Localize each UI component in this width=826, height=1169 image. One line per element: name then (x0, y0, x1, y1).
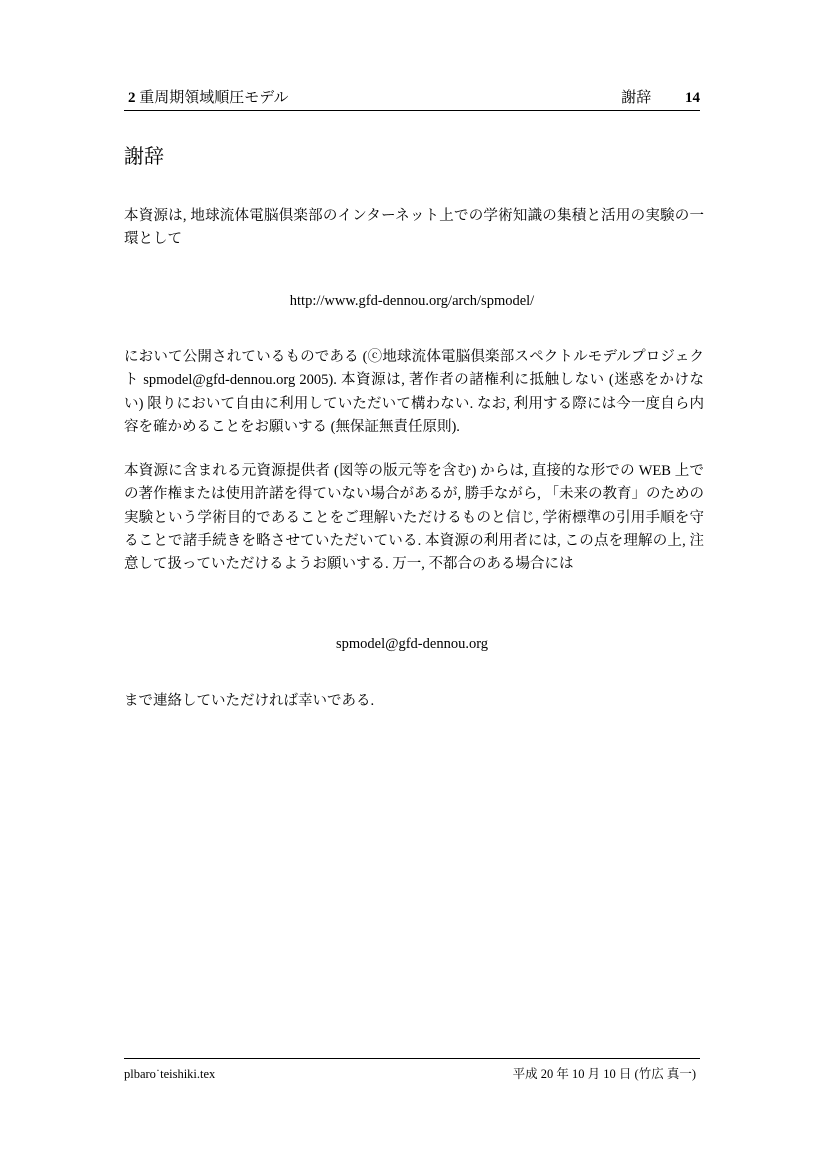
body-paragraph-4: まで連絡していただければ幸いである. (124, 693, 375, 709)
body-paragraph-2: において公開されているものである (ⓒ地球流体電脳倶楽部スペクトルモデルプロジェクト spmodel@gfd-dennou.org 2005). 本資源は, 著作者の諸権利に抵触しない (迷惑をかけない) 限りにおいて自由に利用していただいて構わない. なお, 利用する際には今一度自ら内容を確かめることをお願いする (無保証無責任原則). (124, 349, 704, 435)
page-footer (124, 1058, 700, 1085)
body-paragraph-3: 本資源に含まれる元資源提供者 (図等の版元等を含む) からは, 直接的な形での WEB 上での著作権または使用許諾を得ていない場合があるが, 勝手ながら, 「未来の教育」のための実験という学術目的であることをご理解いただけるものと信じ, 学術標準の引用手順を守ることで諸手続きを略させていただいている. 本資源の利用者には, この点を理解の上, 注意して扱っていただけるようお願いする. 万一, 不都合のある場合には (124, 463, 704, 573)
contact-email: spmodel@gfd-dennou.org (335, 636, 489, 652)
running-header-chapter (128, 86, 289, 110)
body-paragraph-1: 本資源は, 地球流体電脳倶楽部のインターネット上での学術知識の集積と活用の実験の一環として (124, 208, 704, 248)
chapter-title: 重周期領域順圧モデル (139, 90, 289, 106)
running-header (124, 86, 700, 111)
page-number: 14 (685, 90, 700, 106)
section-title: 謝辞 (124, 146, 164, 168)
project-url: http://www.gfd-dennou.org/arch/spmodel/ (289, 293, 535, 309)
chapter-number: 2 (128, 90, 136, 106)
running-section-title: 謝辞 (621, 90, 652, 106)
running-header-right (621, 86, 700, 110)
footer-filename: plbaro˙teishiki.tex (124, 1067, 216, 1081)
footer-date-author: 平成 20 年 10 月 10 日 (竹広 真一) (512, 1067, 696, 1081)
